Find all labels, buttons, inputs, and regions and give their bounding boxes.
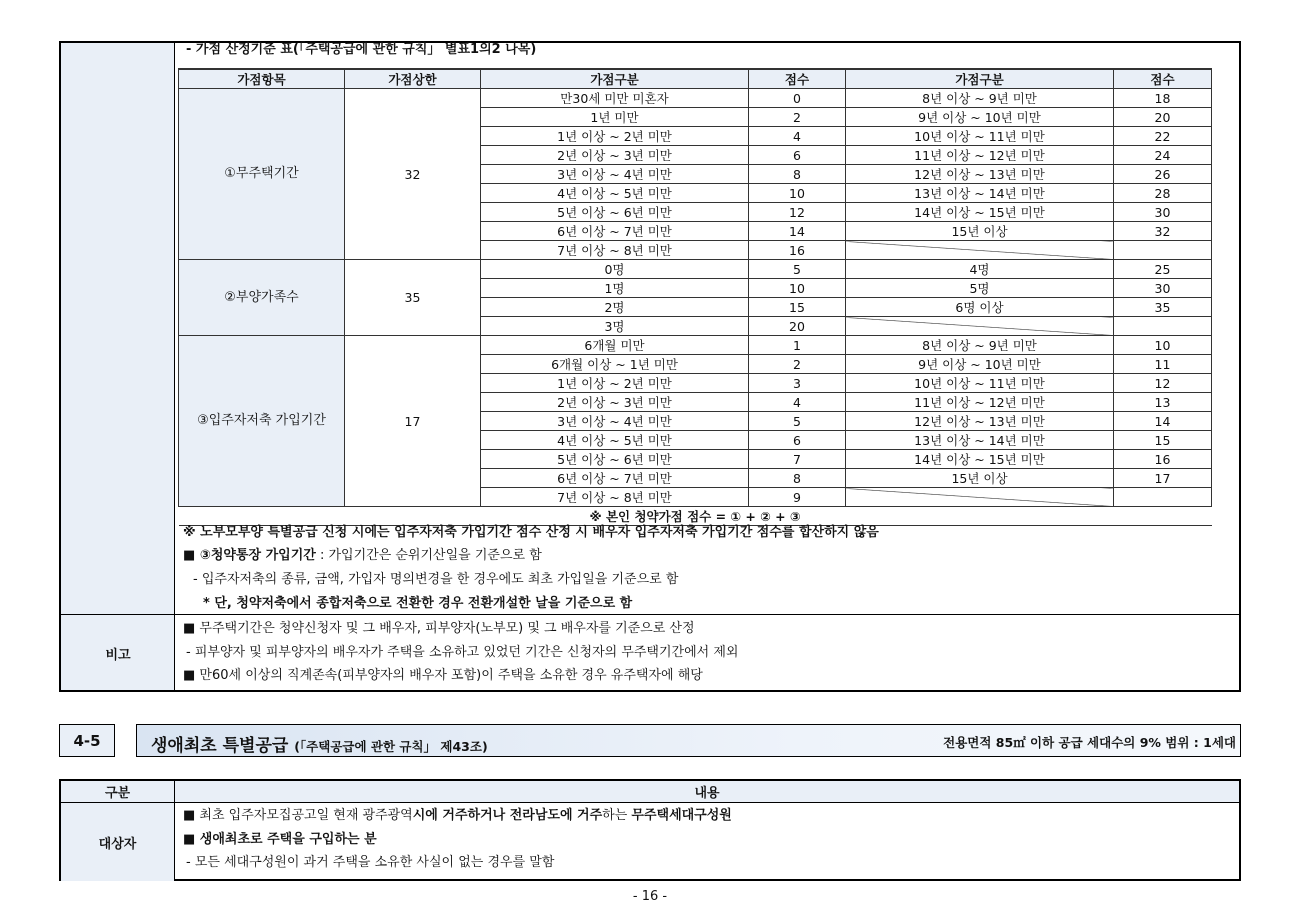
score-cell: 14	[749, 222, 846, 241]
score-item-label: ③입주자저축 가입기간	[179, 336, 345, 507]
category-cell: 2년 이상 ~ 3년 미만	[481, 393, 749, 412]
category-cell: 5년 이상 ~ 6년 미만	[481, 203, 749, 222]
section-45-title-ref: (「주택공급에 관한 규칙」 제43조)	[294, 739, 488, 754]
category-cell: 1년 미만	[481, 108, 749, 127]
note-subscription-label: ■ ③청약통장 가입기간	[183, 548, 316, 563]
category-cell: 8년 이상 ~ 9년 미만	[846, 89, 1114, 108]
section-title: - 가점 산정기준 표(「주택공급에 관한 규칙」 별표1의2 나목)	[186, 42, 537, 57]
score-cell: 7	[749, 450, 846, 469]
category-cell	[846, 241, 1114, 260]
category-cell: 10년 이상 ~ 11년 미만	[846, 127, 1114, 146]
score-max: 32	[345, 89, 481, 260]
score-cell: 18	[1114, 89, 1212, 108]
score-cell: 26	[1114, 165, 1212, 184]
score-max: 35	[345, 260, 481, 336]
header-item: 가점항목	[179, 69, 345, 89]
remark-divider	[61, 614, 1239, 615]
score-max: 17	[345, 336, 481, 507]
score-cell: 8	[749, 165, 846, 184]
section-45-title	[151, 731, 488, 756]
score-cell: 15	[749, 298, 846, 317]
remark-line-1: ■ 무주택기간은 청약신청자 및 그 배우자, 피부양자(노부모) 및 그 배우자를 기준으로 산정	[183, 621, 695, 636]
score-cell: 28	[1114, 184, 1212, 203]
score-cell: 12	[1114, 374, 1212, 393]
score-item-label: ①무주택기간	[179, 89, 345, 260]
header-max: 가점상한	[345, 69, 481, 89]
category-cell: 4년 이상 ~ 5년 미만	[481, 184, 749, 203]
page-number: - 16 -	[632, 889, 668, 904]
category-cell: 8년 이상 ~ 9년 미만	[846, 336, 1114, 355]
category-cell: 13년 이상 ~ 14년 미만	[846, 431, 1114, 450]
score-cell: 4	[749, 393, 846, 412]
total-formula: ※ 본인 청약가점 점수 = ① + ② + ③	[179, 507, 1212, 526]
score-cell: 30	[1114, 279, 1212, 298]
score-table	[178, 68, 1212, 526]
header-score: 점수	[749, 69, 846, 89]
score-cell: 22	[1114, 127, 1212, 146]
score-cell: 12	[749, 203, 846, 222]
category-cell: 15년 이상	[846, 222, 1114, 241]
score-item-label: ②부양가족수	[179, 260, 345, 336]
category-cell: 1년 이상 ~ 2년 미만	[481, 374, 749, 393]
score-cell: 32	[1114, 222, 1212, 241]
score-cell: 8	[749, 469, 846, 488]
note-conversion: * 단, 청약저축에서 종합저축으로 전환한 경우 전환개설한 날을 기준으로 함	[203, 596, 633, 611]
eligible-line-3: - 모든 세대구성원이 과거 주택을 소유한 사실이 없는 경우를 말함	[186, 855, 555, 870]
header-category: 가점구분	[481, 69, 749, 89]
category-cell: 5년 이상 ~ 6년 미만	[481, 450, 749, 469]
category-cell: 2명	[481, 298, 749, 317]
category-cell: 11년 이상 ~ 12년 미만	[846, 146, 1114, 165]
score-cell: 3	[749, 374, 846, 393]
category-cell: 1년 이상 ~ 2년 미만	[481, 127, 749, 146]
score-cell: 9	[749, 488, 846, 507]
score-cell: 15	[1114, 431, 1212, 450]
score-cell: 2	[749, 355, 846, 374]
category-cell: 2년 이상 ~ 3년 미만	[481, 146, 749, 165]
note-subscription-text: : 가입기간은 순위기산일을 기준으로 함	[315, 548, 542, 563]
score-cell: 10	[749, 279, 846, 298]
score-cell: 17	[1114, 469, 1212, 488]
category-cell: 12년 이상 ~ 13년 미만	[846, 412, 1114, 431]
section-number: 4-5	[59, 724, 115, 757]
category-cell: 만30세 미만 미혼자	[481, 89, 749, 108]
score-cell: 16	[749, 241, 846, 260]
score-cell: 13	[1114, 393, 1212, 412]
eligible-line-1	[183, 807, 732, 825]
score-cell: 5	[749, 260, 846, 279]
header-category-2: 가점구분	[846, 69, 1114, 89]
section-4-5-header	[59, 724, 1241, 757]
section-45-supply-note: 전용면적 85㎡ 이하 공급 세대수의 9% 범위 : 1세대	[943, 735, 1236, 750]
category-cell: 14년 이상 ~ 15년 미만	[846, 450, 1114, 469]
score-cell: 30	[1114, 203, 1212, 222]
score-cell: 20	[749, 317, 846, 336]
header-score-2: 점수	[1114, 69, 1212, 89]
category-cell: 3명	[481, 317, 749, 336]
score-cell	[1114, 317, 1212, 336]
note-name-change: - 입주자저축의 종류, 금액, 가입자 명의변경을 한 경우에도 최초 가입일을 기준으로 함	[193, 572, 679, 587]
category-cell	[846, 317, 1114, 336]
category-cell: 5명	[846, 279, 1114, 298]
section-45-title-text: 생애최초 특별공급	[151, 736, 289, 756]
category-cell	[846, 488, 1114, 507]
score-cell: 24	[1114, 146, 1212, 165]
remark-title: 비고	[105, 647, 131, 663]
score-cell: 6	[749, 146, 846, 165]
score-cell: 16	[1114, 450, 1212, 469]
score-cell: 2	[749, 108, 846, 127]
note-spouse: ※ 노부모부양 특별공급 신청 시에는 입주자저축 가입기간 점수 산정 시 배우자 입주자저축 가입기간 점수를 합산하지 않음	[183, 525, 879, 540]
score-cell: 20	[1114, 108, 1212, 127]
score-cell: 10	[1114, 336, 1212, 355]
category-cell: 3년 이상 ~ 4년 미만	[481, 165, 749, 184]
score-cell: 4	[749, 127, 846, 146]
note-subscription-period	[183, 547, 542, 565]
header-content: 내용	[694, 786, 720, 801]
eligible-line-2: ■ 생애최초로 주택을 구입하는 분	[183, 832, 377, 847]
category-cell: 15년 이상	[846, 469, 1114, 488]
score-cell: 1	[749, 336, 846, 355]
table-header-row	[179, 69, 1212, 89]
category-cell: 7년 이상 ~ 8년 미만	[481, 241, 749, 260]
eligible-line-1-c: 하는	[602, 808, 632, 823]
section-title-bar	[136, 724, 1241, 757]
category-cell: 4명	[846, 260, 1114, 279]
category-cell: 9년 이상 ~ 10년 미만	[846, 108, 1114, 127]
score-cell: 0	[749, 89, 846, 108]
row-label-eligible: 대상자	[61, 803, 175, 881]
category-cell: 13년 이상 ~ 14년 미만	[846, 184, 1114, 203]
category-cell: 0명	[481, 260, 749, 279]
category-cell: 10년 이상 ~ 11년 미만	[846, 374, 1114, 393]
score-cell: 14	[1114, 412, 1212, 431]
category-cell: 6명 이상	[846, 298, 1114, 317]
eligible-line-1-a: ■ 최초 입주자모집공고일 현재 광주광역	[183, 808, 413, 823]
total-row	[179, 507, 1212, 526]
category-cell: 9년 이상 ~ 10년 미만	[846, 355, 1114, 374]
score-cell	[1114, 241, 1212, 260]
score-cell: 25	[1114, 260, 1212, 279]
category-cell: 6년 이상 ~ 7년 미만	[481, 222, 749, 241]
score-cell: 10	[749, 184, 846, 203]
category-cell: 7년 이상 ~ 8년 미만	[481, 488, 749, 507]
score-cell: 35	[1114, 298, 1212, 317]
remark-line-2: - 피부양자 및 피부양자의 배우자가 주택을 소유하고 있었던 기간은 신청자의 무주택기간에서 제외	[186, 645, 739, 660]
table-row	[179, 260, 1212, 279]
category-cell: 11년 이상 ~ 12년 미만	[846, 393, 1114, 412]
category-cell: 6년 이상 ~ 7년 미만	[481, 469, 749, 488]
score-cell	[1114, 488, 1212, 507]
category-cell: 4년 이상 ~ 5년 미만	[481, 431, 749, 450]
category-cell: 12년 이상 ~ 13년 미만	[846, 165, 1114, 184]
eligible-line-1-d: 무주택세대구성원	[631, 808, 732, 823]
header-category: 구분	[61, 781, 175, 802]
category-cell: 6개월 미만	[481, 336, 749, 355]
remark-line-3: ■ 만60세 이상의 직계존속(피부양자의 배우자 포함)이 주택을 소유한 경우 유주택자에 해당	[183, 668, 703, 683]
score-cell: 11	[1114, 355, 1212, 374]
category-cell: 14년 이상 ~ 15년 미만	[846, 203, 1114, 222]
score-cell: 5	[749, 412, 846, 431]
score-cell: 6	[749, 431, 846, 450]
table-header-row	[61, 781, 1239, 803]
table-row	[179, 336, 1212, 355]
category-cell: 3년 이상 ~ 4년 미만	[481, 412, 749, 431]
category-cell: 6개월 이상 ~ 1년 미만	[481, 355, 749, 374]
eligible-line-1-b: 시에 거주하거나 전라남도에 거주	[412, 808, 603, 823]
category-cell: 1명	[481, 279, 749, 298]
table-row	[179, 89, 1212, 108]
left-label-column	[61, 43, 175, 690]
